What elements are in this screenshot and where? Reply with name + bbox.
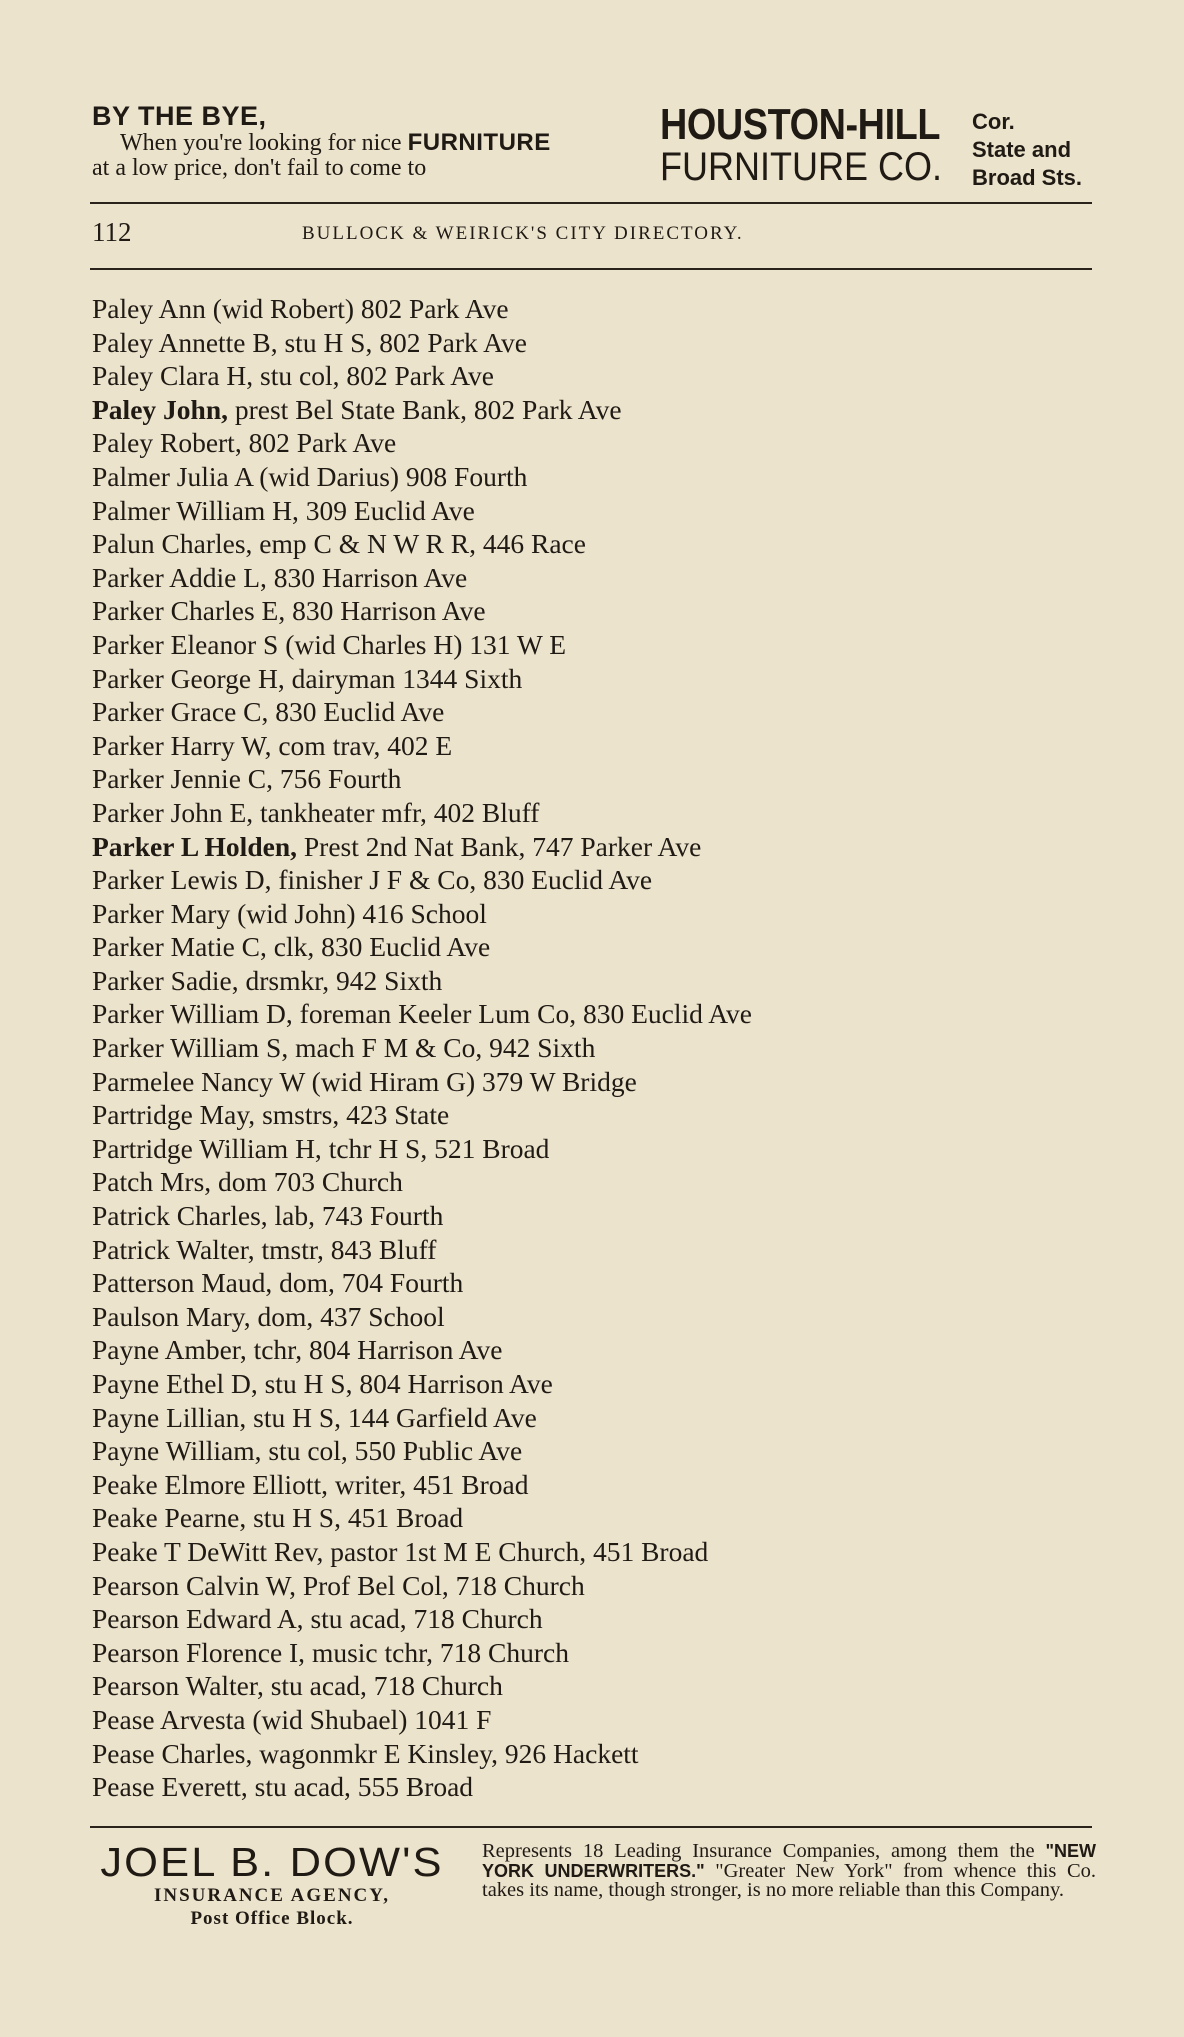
entry-name: Parker Lewis D,	[92, 864, 272, 896]
ad-address-line-2: State and	[972, 137, 1072, 162]
entry-name: Parker Matie C,	[92, 931, 267, 963]
entry-details: dom, 437 School	[250, 1300, 445, 1332]
entry-name: Pearson Florence I,	[92, 1636, 306, 1668]
directory-entry	[92, 527, 1102, 561]
entry-details: 756 Fourth	[273, 763, 402, 795]
agency-description-b: "NEW YORK UNDERWRITERS."	[482, 1841, 1096, 1881]
directory-entry	[92, 662, 1102, 696]
directory-entry	[92, 997, 1102, 1031]
bottom-ad-divider	[90, 1826, 1092, 1828]
entry-details: wagonmkr E Kinsley, 926 Hackett	[252, 1737, 639, 1769]
entry-name: Peake T DeWitt Rev,	[92, 1535, 324, 1567]
directory-entry	[92, 1367, 1102, 1401]
ad-line-2	[120, 130, 652, 156]
entry-details: emp C & N W R R, 446 Race	[252, 528, 586, 560]
entry-details: lab, 743 Fourth	[267, 1200, 444, 1232]
entry-details: stu H S, 451 Broad	[246, 1502, 464, 1534]
directory-entry	[92, 830, 1102, 864]
directory-entry	[92, 1770, 1102, 1804]
entry-name: Palmer Julia A	[92, 460, 253, 492]
directory-entry	[92, 426, 1102, 460]
agency-name: JOEL B. DOW'S	[100, 1839, 444, 1885]
company-name-line-2: FURNITURE CO.	[660, 145, 942, 189]
entry-details: writer, 451 Broad	[327, 1468, 529, 1500]
directory-entry	[92, 393, 1102, 427]
directory-entry	[92, 964, 1102, 998]
entry-details: stu col, 550 Public Ave	[261, 1435, 523, 1467]
entry-name: Paley Clara H,	[92, 360, 254, 392]
running-header	[92, 217, 1092, 257]
directory-entry	[92, 1098, 1102, 1132]
entry-details: music tchr, 718 Church	[305, 1636, 569, 1668]
directory-entry	[92, 1737, 1102, 1771]
directory-entry	[92, 1300, 1102, 1334]
entry-name: Parker Eleanor S	[92, 628, 279, 660]
entry-details: stu H S, 144 Garfield Ave	[246, 1401, 537, 1433]
entry-name: Parker Addie L,	[92, 561, 267, 593]
directory-entry	[92, 695, 1102, 729]
directory-entry	[92, 1333, 1102, 1367]
entry-name: Parker Mary	[92, 897, 231, 929]
directory-entry	[92, 1569, 1102, 1603]
entry-name: Paley Annette B,	[92, 326, 278, 358]
agency-block	[82, 1840, 462, 1930]
company-name-line-1: HOUSTON-HILL	[660, 100, 941, 149]
page-number: 112	[92, 217, 132, 247]
entry-details: dom 703 Church	[211, 1166, 403, 1198]
entry-details: pastor 1st M E Church, 451 Broad	[323, 1535, 709, 1567]
entry-name: Pease Everett,	[92, 1771, 248, 1803]
entry-name: Pearson Walter,	[92, 1670, 264, 1702]
directory-entry	[92, 1703, 1102, 1737]
entry-details: dairyman 1344 Sixth	[284, 662, 523, 694]
entry-details: stu acad, 718 Church	[263, 1670, 503, 1702]
running-title: BULLOCK & WEIRICK'S CITY DIRECTORY.	[302, 223, 744, 244]
entry-details: mach F M & Co, 942 Sixth	[288, 1032, 596, 1064]
directory-entry	[92, 594, 1102, 628]
entry-details: (wid Robert) 802 Park Ave	[205, 293, 509, 324]
ad-headline: BY THE BYE,	[92, 101, 267, 131]
directory-entry	[92, 1165, 1102, 1199]
directory-entry	[92, 292, 1102, 326]
directory-entry	[92, 930, 1102, 964]
entry-details: 830 Euclid Ave	[268, 696, 445, 728]
agency-description-a: Represents 18 Leading Insurance Companies, among them the	[482, 1840, 1046, 1862]
entry-details: tmstr, 843 Bluff	[254, 1233, 437, 1265]
entry-name: Parker George H,	[92, 662, 285, 694]
bottom-advertisement	[82, 1839, 1096, 1940]
entry-details: finisher J F & Co, 830 Euclid Ave	[271, 864, 653, 896]
entry-details: stu H S, 804 Harrison Ave	[257, 1368, 553, 1399]
entry-details: Prest 2nd Nat Bank, 747 Parker Ave	[297, 830, 702, 862]
directory-entry	[92, 729, 1102, 763]
entry-name: Palmer William H,	[92, 494, 299, 526]
entry-details: 802 Park Ave	[241, 427, 397, 459]
entry-name: Parker Sadie,	[92, 964, 239, 996]
agency-type: INSURANCE AGENCY,	[153, 1885, 390, 1906]
entry-details: tchr H S, 521 Broad	[321, 1132, 550, 1164]
directory-entry	[92, 1535, 1102, 1569]
entry-name: Parker John E,	[92, 796, 254, 828]
directory-entry	[92, 1501, 1102, 1535]
directory-entry	[92, 796, 1102, 830]
top-advertisement	[92, 102, 1092, 202]
directory-entry	[92, 762, 1102, 796]
entry-name: Partridge May,	[92, 1099, 256, 1131]
entry-name: Peake Pearne,	[92, 1502, 247, 1534]
directory-entry	[92, 494, 1102, 528]
entry-details: dom, 704 Fourth	[272, 1267, 464, 1299]
entry-name: Paley Robert,	[92, 427, 242, 459]
entry-details: (wid Hiram G) 379 W Bridge	[304, 1065, 637, 1097]
directory-entry	[92, 1636, 1102, 1670]
entry-details: 309 Euclid Ave	[298, 494, 475, 526]
directory-entry	[92, 628, 1102, 662]
entry-name: Parker Harry W,	[92, 729, 272, 761]
entry-details: com trav, 402 E	[271, 729, 453, 761]
ad-address	[972, 108, 1112, 192]
directory-entry	[92, 1199, 1102, 1233]
entry-name: Patrick Charles,	[92, 1200, 268, 1232]
entry-details: (wid Darius) 908 Fourth	[252, 460, 528, 492]
entry-name: Patrick Walter,	[92, 1233, 255, 1265]
entry-details: smstrs, 423 State	[255, 1099, 450, 1131]
entry-name: Parker Jennie C,	[92, 763, 273, 795]
header-divider	[90, 268, 1092, 270]
entry-details: (wid Shubael) 1041 F	[245, 1703, 492, 1735]
entry-name: Pease Arvesta	[92, 1703, 246, 1735]
entry-details: 830 Harrison Ave	[266, 561, 468, 593]
entry-name: Payne Ethel D,	[92, 1368, 258, 1399]
agency-description-c: "Greater New York" from whence this Co. takes its name, though stronger, is no more reliable than this Company.	[482, 1859, 1096, 1901]
directory-entry	[92, 897, 1102, 931]
entry-details: stu H S, 802 Park Ave	[277, 326, 527, 358]
ad-address-line-3: Broad Sts.	[972, 165, 1083, 190]
entry-details: (wid John) 416 School	[230, 897, 487, 929]
entry-name: Pearson Edward A,	[92, 1603, 304, 1635]
entry-details: drsmkr, 942 Sixth	[238, 964, 443, 996]
entry-name: Parker William D,	[92, 998, 293, 1030]
entry-details: 830 Harrison Ave	[285, 595, 486, 627]
ad-intro-text	[92, 102, 652, 181]
entry-name: Peake Elmore Elliott,	[92, 1468, 328, 1500]
directory-entry	[92, 1031, 1102, 1065]
entry-name: Paley John,	[92, 393, 228, 425]
entry-details: prest Bel State Bank, 802 Park Ave	[227, 393, 622, 425]
entry-details: Prof Bel Col, 718 Church	[295, 1569, 585, 1601]
entry-details: (wid Charles H) 131 W E	[278, 628, 567, 660]
entry-name: Parker Charles E,	[92, 595, 286, 627]
directory-entry	[92, 1233, 1102, 1267]
directory-entry	[92, 561, 1102, 595]
agency-description	[482, 1842, 1096, 1901]
directory-entry	[92, 1669, 1102, 1703]
entry-details: tchr, 804 Harrison Ave	[246, 1334, 503, 1366]
directory-entry	[92, 460, 1102, 494]
entry-name: Parmelee Nancy W	[92, 1065, 305, 1097]
entry-name: Patterson Maud,	[92, 1267, 273, 1299]
entry-name: Partridge William H,	[92, 1132, 322, 1164]
entry-name: Paulson Mary,	[92, 1300, 251, 1332]
entry-details: tankheater mfr, 402 Bluff	[253, 796, 540, 828]
ad-line-2-text: When you're looking for nice	[120, 130, 402, 156]
entry-name: Palun Charles,	[92, 528, 253, 560]
entry-name: Paley Ann	[92, 293, 206, 324]
directory-entry	[92, 359, 1102, 393]
entry-name: Payne Amber,	[92, 1334, 247, 1366]
entry-details: stu acad, 555 Broad	[247, 1771, 474, 1803]
entry-name: Parker Grace C,	[92, 696, 269, 728]
ad-furniture-word: FURNITURE	[407, 129, 551, 156]
entry-name: Payne Lillian,	[92, 1401, 247, 1433]
entry-details: stu col, 802 Park Ave	[253, 360, 494, 392]
entry-name: Parker L Holden,	[92, 830, 297, 862]
directory-entry	[92, 1602, 1102, 1636]
directory-entry	[92, 1132, 1102, 1166]
directory-entry	[92, 1401, 1102, 1435]
entry-name: Parker William S,	[92, 1032, 289, 1064]
directory-entry	[92, 1434, 1102, 1468]
ad-line-3: at a low price, don't fail to come to	[92, 155, 427, 181]
entry-details: clk, 830 Euclid Ave	[266, 931, 491, 963]
directory-entry	[92, 863, 1102, 897]
entry-name: Pease Charles,	[92, 1737, 253, 1769]
entry-name: Pearson Calvin W,	[92, 1569, 296, 1601]
entry-details: foreman Keeler Lum Co, 830 Euclid Ave	[292, 998, 752, 1030]
directory-entry	[92, 1065, 1102, 1099]
directory-entry	[92, 1468, 1102, 1502]
directory-entry	[92, 1266, 1102, 1300]
directory-entry	[92, 326, 1102, 360]
agency-location: Post Office Block.	[190, 1908, 354, 1929]
entry-name: Payne William,	[92, 1435, 262, 1467]
top-ad-divider	[90, 202, 1092, 204]
entry-name: Patch Mrs,	[92, 1166, 212, 1198]
directory-entries	[92, 292, 1102, 1804]
ad-address-line-1: Cor.	[972, 109, 1015, 134]
entry-details: stu acad, 718 Church	[303, 1603, 543, 1635]
